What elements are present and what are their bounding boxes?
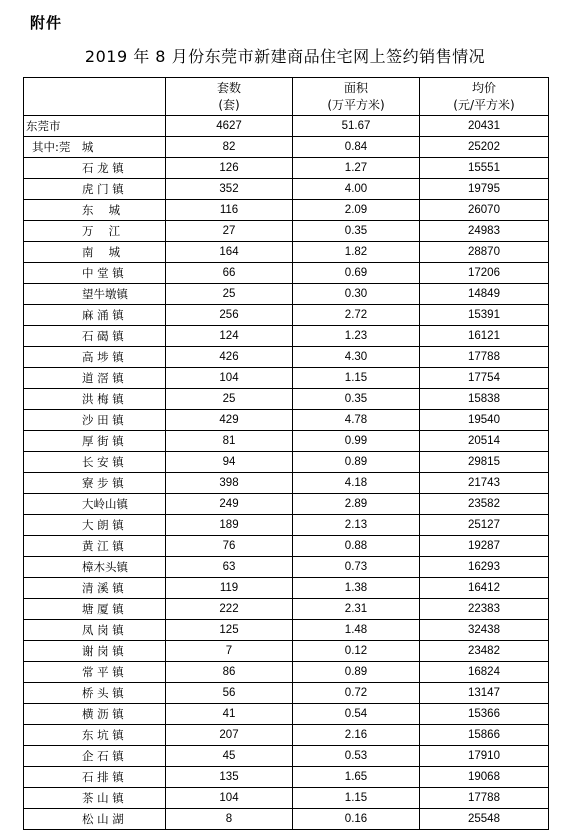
row-price: 15838: [420, 389, 549, 410]
row-name: 石 龙 镇: [24, 158, 166, 179]
row-area: 4.18: [293, 473, 420, 494]
row-count: 76: [166, 536, 293, 557]
row-area: 1.15: [293, 788, 420, 809]
row-name: 大岭山镇: [24, 494, 166, 515]
row-price: 15366: [420, 704, 549, 725]
table-row: [24, 599, 549, 620]
header-area: 面积 (万平方米): [293, 78, 420, 116]
row-count: 126: [166, 158, 293, 179]
table-row: [24, 473, 549, 494]
row-count: 398: [166, 473, 293, 494]
row-price: 15866: [420, 725, 549, 746]
row-price: 20431: [420, 116, 549, 137]
row-price: 24983: [420, 221, 549, 242]
row-price: 25202: [420, 137, 549, 158]
row-price: 28870: [420, 242, 549, 263]
row-name: 松 山 湖: [24, 809, 166, 830]
row-name: 石 排 镇: [24, 767, 166, 788]
table-row: [24, 557, 549, 578]
row-area: 0.89: [293, 662, 420, 683]
row-name: 东 坑 镇: [24, 725, 166, 746]
row-price: 13147: [420, 683, 549, 704]
row-count: 41: [166, 704, 293, 725]
row-price: 19068: [420, 767, 549, 788]
table-row: [24, 368, 549, 389]
row-name: 清 溪 镇: [24, 578, 166, 599]
row-area: 0.35: [293, 221, 420, 242]
row-price: 14849: [420, 284, 549, 305]
row-price: 25548: [420, 809, 549, 830]
row-count: 25: [166, 389, 293, 410]
row-name: 望牛墩镇: [24, 284, 166, 305]
row-price: 19287: [420, 536, 549, 557]
row-count: 135: [166, 767, 293, 788]
row-price: 22383: [420, 599, 549, 620]
row-name: 虎 门 镇: [24, 179, 166, 200]
row-count: 164: [166, 242, 293, 263]
table-row: [24, 746, 549, 767]
table-row: [24, 767, 549, 788]
table-row: [24, 347, 549, 368]
table-row: [24, 284, 549, 305]
row-count: 125: [166, 620, 293, 641]
table-row: [24, 200, 549, 221]
row-count: 222: [166, 599, 293, 620]
row-count: 189: [166, 515, 293, 536]
row-price: 19540: [420, 410, 549, 431]
row-name: 石 碣 镇: [24, 326, 166, 347]
row-name: 茶 山 镇: [24, 788, 166, 809]
row-area: 0.53: [293, 746, 420, 767]
row-name: 洪 梅 镇: [24, 389, 166, 410]
row-name: 常 平 镇: [24, 662, 166, 683]
table-row: [24, 620, 549, 641]
row-count: 124: [166, 326, 293, 347]
row-price: 17754: [420, 368, 549, 389]
row-area: 1.27: [293, 158, 420, 179]
row-price: 23582: [420, 494, 549, 515]
row-area: 1.48: [293, 620, 420, 641]
table-row: [24, 431, 549, 452]
row-area: 4.78: [293, 410, 420, 431]
row-count: 8: [166, 809, 293, 830]
row-count: 7: [166, 641, 293, 662]
table-row: [24, 641, 549, 662]
row-price: 20514: [420, 431, 549, 452]
row-area: 1.15: [293, 368, 420, 389]
table-row: [24, 452, 549, 473]
row-price: 19795: [420, 179, 549, 200]
row-price: 17788: [420, 347, 549, 368]
row-count: 207: [166, 725, 293, 746]
row-name: 企 石 镇: [24, 746, 166, 767]
row-name: 东 城: [24, 200, 166, 221]
row-price: 16121: [420, 326, 549, 347]
row-area: 0.12: [293, 641, 420, 662]
row-count: 63: [166, 557, 293, 578]
row-price: 16824: [420, 662, 549, 683]
row-price: 26070: [420, 200, 549, 221]
table-row: [24, 326, 549, 347]
row-name: 其中:莞 城: [24, 137, 166, 158]
row-area: 51.67: [293, 116, 420, 137]
row-area: 1.38: [293, 578, 420, 599]
table-row: [24, 410, 549, 431]
row-count: 249: [166, 494, 293, 515]
header-price: 均价 (元/平方米): [420, 78, 549, 116]
header-blank: [24, 78, 166, 116]
row-count: 426: [166, 347, 293, 368]
row-name: 沙 田 镇: [24, 410, 166, 431]
row-area: 0.73: [293, 557, 420, 578]
row-price: 17910: [420, 746, 549, 767]
row-area: 2.13: [293, 515, 420, 536]
row-name: 黄 江 镇: [24, 536, 166, 557]
row-area: 0.30: [293, 284, 420, 305]
row-count: 81: [166, 431, 293, 452]
row-price: 21743: [420, 473, 549, 494]
table-row: [24, 305, 549, 326]
row-price: 29815: [420, 452, 549, 473]
row-name: 寮 步 镇: [24, 473, 166, 494]
row-price: 32438: [420, 620, 549, 641]
row-area: 2.16: [293, 725, 420, 746]
row-area: 1.65: [293, 767, 420, 788]
row-count: 104: [166, 788, 293, 809]
row-name: 南 城: [24, 242, 166, 263]
row-area: 2.09: [293, 200, 420, 221]
row-name: 凤 岗 镇: [24, 620, 166, 641]
row-area: 0.89: [293, 452, 420, 473]
row-count: 27: [166, 221, 293, 242]
row-name: 樟木头镇: [24, 557, 166, 578]
row-name: 横 沥 镇: [24, 704, 166, 725]
row-price: 25127: [420, 515, 549, 536]
header-count: 套数 (套): [166, 78, 293, 116]
row-name: 中 堂 镇: [24, 263, 166, 284]
attachment-label: 附件: [30, 14, 63, 32]
row-area: 0.84: [293, 137, 420, 158]
table-row: [24, 263, 549, 284]
row-count: 94: [166, 452, 293, 473]
row-area: 0.69: [293, 263, 420, 284]
row-name: 厚 街 镇: [24, 431, 166, 452]
row-name: 高 埗 镇: [24, 347, 166, 368]
row-area: 2.89: [293, 494, 420, 515]
page-title: 2019 年 8 月份东莞市新建商品住宅网上签约销售情况: [84, 47, 486, 66]
table-row: [24, 788, 549, 809]
row-count: 56: [166, 683, 293, 704]
table-row-total: [24, 116, 549, 137]
sales-table: [23, 77, 549, 830]
table-row: [24, 137, 549, 158]
row-count: 119: [166, 578, 293, 599]
table-row: [24, 494, 549, 515]
table-row: [24, 158, 549, 179]
row-price: 16293: [420, 557, 549, 578]
row-name: 谢 岗 镇: [24, 641, 166, 662]
row-area: 2.72: [293, 305, 420, 326]
row-price: 23482: [420, 641, 549, 662]
table-row: [24, 242, 549, 263]
row-count: 116: [166, 200, 293, 221]
row-name: 麻 涌 镇: [24, 305, 166, 326]
table-row: [24, 725, 549, 746]
row-name: 道 滘 镇: [24, 368, 166, 389]
row-count: 352: [166, 179, 293, 200]
table-row: [24, 809, 549, 830]
row-count: 66: [166, 263, 293, 284]
row-area: 0.16: [293, 809, 420, 830]
row-area: 2.31: [293, 599, 420, 620]
row-name: 万 江: [24, 221, 166, 242]
row-count: 86: [166, 662, 293, 683]
row-count: 256: [166, 305, 293, 326]
row-name: 长 安 镇: [24, 452, 166, 473]
table-row: [24, 389, 549, 410]
row-name: 大 朗 镇: [24, 515, 166, 536]
row-price: 16412: [420, 578, 549, 599]
row-price: 17206: [420, 263, 549, 284]
row-area: 1.82: [293, 242, 420, 263]
row-area: 0.99: [293, 431, 420, 452]
row-area: 4.30: [293, 347, 420, 368]
row-count: 45: [166, 746, 293, 767]
row-count: 25: [166, 284, 293, 305]
row-area: 0.88: [293, 536, 420, 557]
row-price: 15551: [420, 158, 549, 179]
table-row: [24, 179, 549, 200]
table-header-row: [24, 78, 549, 116]
row-name: 桥 头 镇: [24, 683, 166, 704]
table-row: [24, 515, 549, 536]
row-area: 0.72: [293, 683, 420, 704]
table-row: [24, 704, 549, 725]
row-count: 429: [166, 410, 293, 431]
table-row: [24, 683, 549, 704]
row-name: 塘 厦 镇: [24, 599, 166, 620]
table-row: [24, 221, 549, 242]
row-area: 1.23: [293, 326, 420, 347]
row-price: 17788: [420, 788, 549, 809]
row-area: 0.35: [293, 389, 420, 410]
table-row: [24, 578, 549, 599]
row-count: 4627: [166, 116, 293, 137]
row-area: 4.00: [293, 179, 420, 200]
row-price: 15391: [420, 305, 549, 326]
row-area: 0.54: [293, 704, 420, 725]
row-count: 104: [166, 368, 293, 389]
row-name: 东莞市: [24, 116, 166, 137]
table-row: [24, 536, 549, 557]
table-row: [24, 662, 549, 683]
row-count: 82: [166, 137, 293, 158]
